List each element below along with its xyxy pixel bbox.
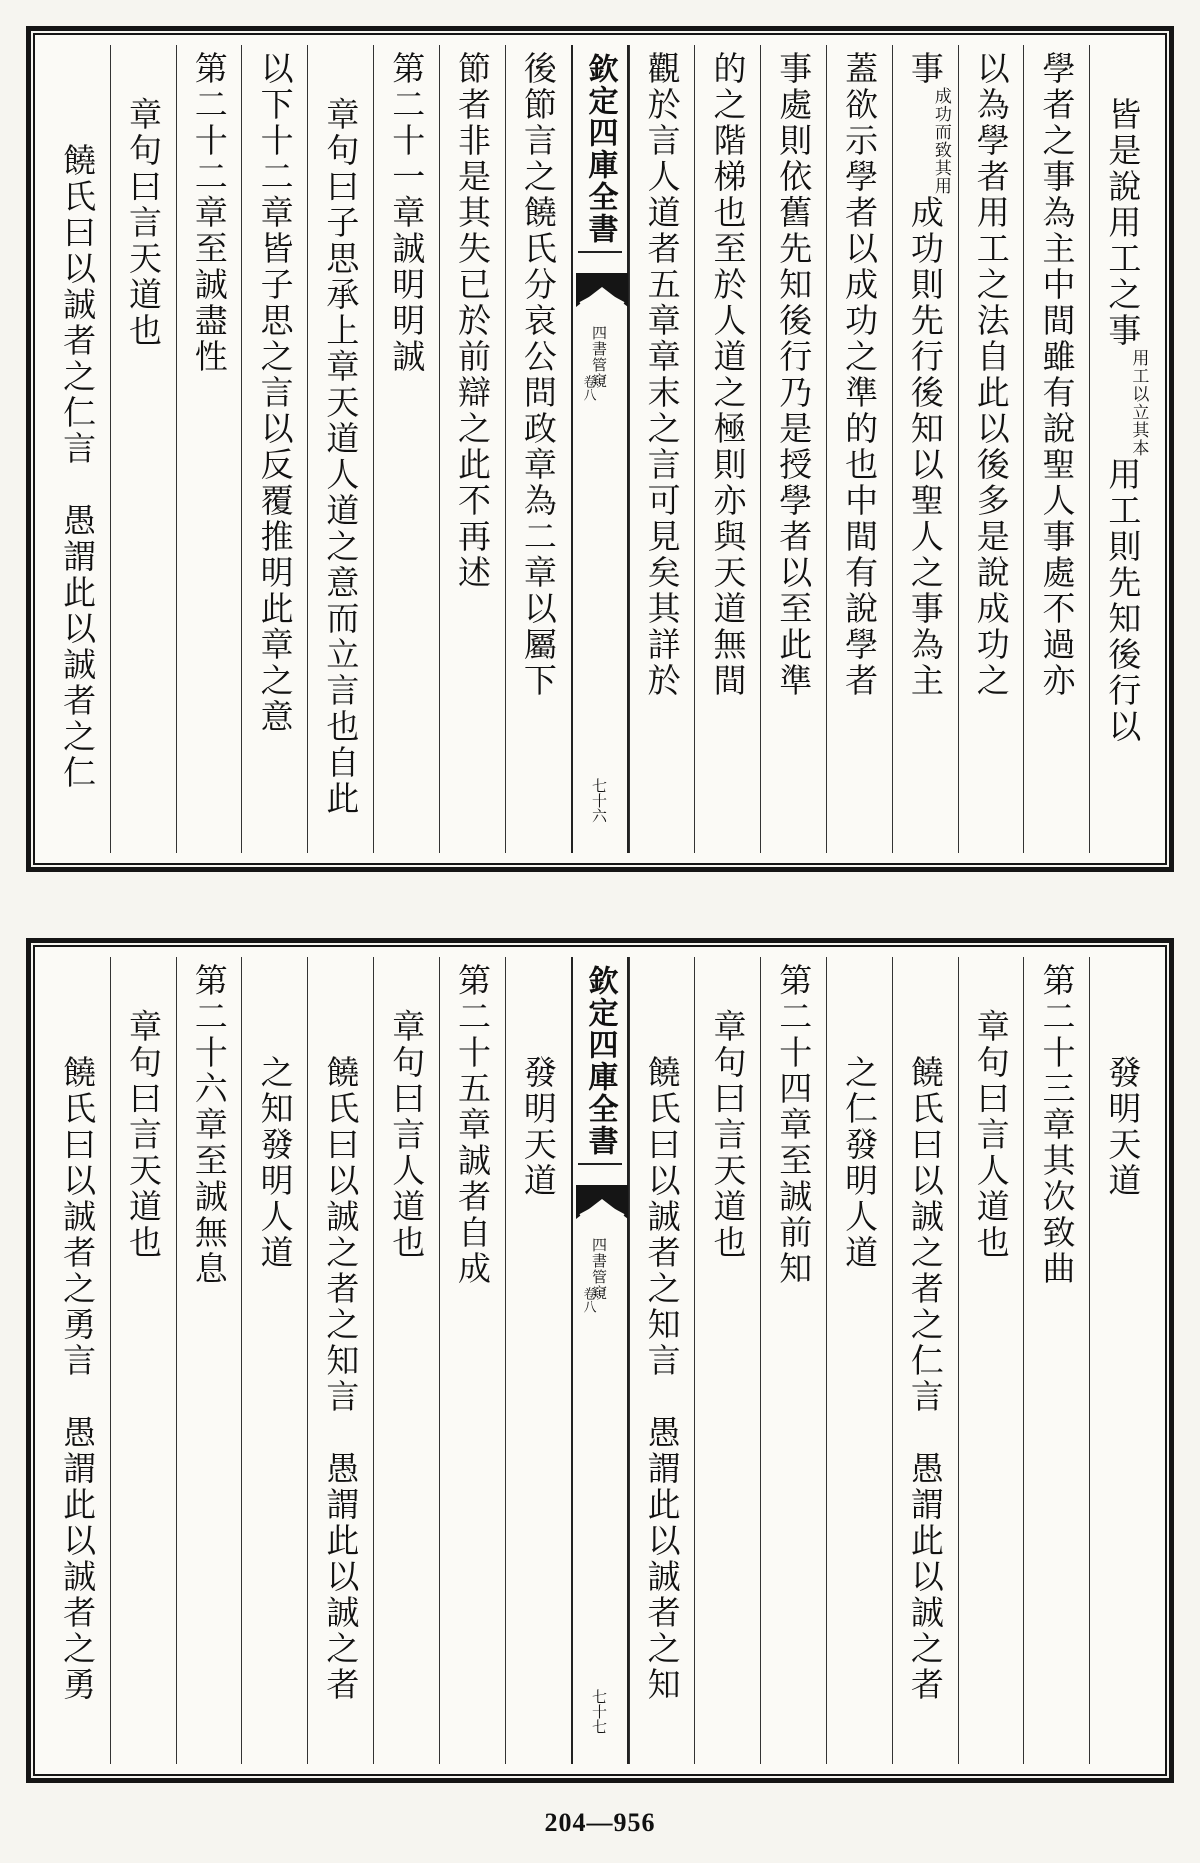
column-text xyxy=(900,51,950,699)
banxin-center-fold xyxy=(571,45,629,853)
main-text: 章句曰言人道也 xyxy=(971,1009,1011,1261)
text-column xyxy=(826,45,892,853)
column-text xyxy=(250,1055,300,1271)
main-text: 章句曰言天道也 xyxy=(708,1009,748,1261)
main-text: 事處則依舊先知後行乃是授學者以至此準 xyxy=(774,51,814,699)
folio-number: 七十七 xyxy=(590,1689,608,1734)
main-text: 學者之事為主中間雖有說聖人事處不過亦 xyxy=(1037,51,1077,699)
main-text: 第二十五章誠者自成 xyxy=(453,963,493,1287)
text-column xyxy=(45,957,110,1764)
text-column xyxy=(826,957,892,1764)
text-column xyxy=(958,45,1024,853)
column-text xyxy=(513,1055,563,1199)
main-text: 第二十六章至誠無息 xyxy=(189,963,229,1287)
juan-number: 卷八 xyxy=(580,1287,596,1313)
column-text xyxy=(316,97,366,817)
main-text-continued: 用工則先知後行以 xyxy=(1103,457,1143,745)
column-text xyxy=(448,51,498,591)
text-column xyxy=(373,957,439,1764)
text-column xyxy=(1089,45,1155,853)
juan-number: 卷八 xyxy=(580,375,596,401)
column-text xyxy=(703,51,753,699)
text-column xyxy=(505,45,571,853)
main-text: 第二十一章誠明明誠 xyxy=(387,51,427,375)
text-column xyxy=(110,957,176,1764)
sub-title: 四書管窺 xyxy=(590,325,608,389)
interlinear-note: 用工以立其本 xyxy=(1128,349,1149,457)
column-text xyxy=(966,1009,1016,1261)
column-text xyxy=(1098,1055,1148,1199)
main-text: 節者非是其失已於前辯之此不再述 xyxy=(453,51,493,591)
text-column xyxy=(373,45,439,853)
folio-number: 七十六 xyxy=(590,778,608,823)
main-text: 饒氏曰以誠者之勇言 愚謂此以誠者之勇 xyxy=(58,1055,98,1703)
text-column xyxy=(892,45,958,853)
column-text xyxy=(1032,963,1082,1287)
text-column xyxy=(176,957,242,1764)
column-text xyxy=(769,51,819,699)
text-column xyxy=(241,45,307,853)
text-column xyxy=(958,957,1024,1764)
column-text xyxy=(835,51,885,699)
fish-tail-icon xyxy=(576,1185,628,1219)
column-text xyxy=(118,1009,168,1261)
column-text xyxy=(184,51,234,375)
column-text xyxy=(1032,51,1082,699)
book-title: 欽定四庫全書 xyxy=(578,53,622,253)
main-text: 以下十二章皆子思之言以反覆推明此章之意 xyxy=(255,51,295,735)
main-text: 饒氏曰以誠者之知言 愚謂此以誠者之知 xyxy=(642,1055,682,1703)
main-text: 第二十三章其次致曲 xyxy=(1037,963,1077,1287)
top-text-columns xyxy=(45,45,1155,853)
bottom-text-columns xyxy=(45,957,1155,1764)
main-text: 饒氏曰以誠之者之知言 愚謂此以誠之者 xyxy=(321,1055,361,1703)
column-text xyxy=(382,1009,432,1261)
banxin-center-fold xyxy=(571,957,629,1764)
main-text: 之仁發明人道 xyxy=(840,1055,880,1271)
column-text xyxy=(900,1055,950,1703)
column-text xyxy=(250,51,300,735)
main-text: 發明天道 xyxy=(1103,1055,1143,1199)
text-column xyxy=(307,45,373,853)
main-text: 皆是說用工之事 xyxy=(1103,97,1143,349)
main-text: 章句曰子思承上章天道人道之意而立言也自此 xyxy=(321,97,361,817)
text-column xyxy=(505,957,571,1764)
main-text: 饒氏曰以誠之者之仁言 愚謂此以誠之者 xyxy=(905,1055,945,1703)
text-column xyxy=(110,45,176,853)
top-folio-page xyxy=(26,26,1174,872)
main-text: 後節言之饒氏分哀公問政章為二章以屬下 xyxy=(518,51,558,699)
column-text xyxy=(637,51,687,699)
text-column xyxy=(1023,957,1089,1764)
main-text: 第二十四章至誠前知 xyxy=(774,963,814,1287)
main-text: 的之階梯也至於人道之極則亦與天道無間 xyxy=(708,51,748,699)
text-column xyxy=(307,957,373,1764)
main-text: 章句曰言天道也 xyxy=(123,1009,163,1261)
text-column xyxy=(694,957,760,1764)
main-text: 章句曰言天道也 xyxy=(123,97,163,349)
interlinear-note: 成功而致其用 xyxy=(930,87,951,195)
text-column xyxy=(629,45,695,853)
column-text xyxy=(703,1009,753,1261)
main-text: 章句曰言人道也 xyxy=(387,1009,427,1261)
column-text xyxy=(316,1055,366,1703)
main-text: 饒氏曰以誠者之仁言 愚謂此以誠者之仁 xyxy=(58,143,98,791)
column-text xyxy=(1098,97,1148,745)
column-text xyxy=(448,963,498,1287)
text-column xyxy=(892,957,958,1764)
column-text xyxy=(118,97,168,349)
column-text xyxy=(513,51,563,699)
fish-tail-icon xyxy=(576,273,628,307)
page-number: 204—956 xyxy=(544,1808,656,1837)
text-column xyxy=(629,957,695,1764)
main-text: 發明天道 xyxy=(518,1055,558,1199)
column-text xyxy=(966,51,1016,699)
column-text xyxy=(769,963,819,1287)
text-column xyxy=(760,957,826,1764)
text-column xyxy=(45,45,110,853)
column-text xyxy=(53,1055,103,1703)
main-text: 之知發明人道 xyxy=(255,1055,295,1271)
column-text xyxy=(53,143,103,791)
text-column xyxy=(760,45,826,853)
sub-title: 四書管窺 xyxy=(590,1237,608,1301)
text-column xyxy=(241,957,307,1764)
text-column xyxy=(1089,957,1155,1764)
main-text: 觀於言人道者五章章末之言可見矣其詳於 xyxy=(642,51,682,699)
text-column xyxy=(439,45,505,853)
main-text: 蓋欲示學者以成功之準的也中間有說學者 xyxy=(840,51,880,699)
bottom-folio-page xyxy=(26,938,1174,1783)
text-column xyxy=(694,45,760,853)
column-text xyxy=(184,963,234,1287)
column-text xyxy=(382,51,432,375)
main-text: 以為學者用工之法自此以後多是說成功之 xyxy=(971,51,1011,699)
main-text: 事 xyxy=(905,51,945,87)
main-text: 第二十二章至誠盡性 xyxy=(189,51,229,375)
column-text xyxy=(835,1055,885,1271)
text-column xyxy=(176,45,242,853)
column-text xyxy=(637,1055,687,1703)
book-title: 欽定四庫全書 xyxy=(578,965,622,1165)
text-column xyxy=(439,957,505,1764)
main-text-continued: 成功則先行後知以聖人之事為主 xyxy=(905,195,945,699)
text-column xyxy=(1023,45,1089,853)
